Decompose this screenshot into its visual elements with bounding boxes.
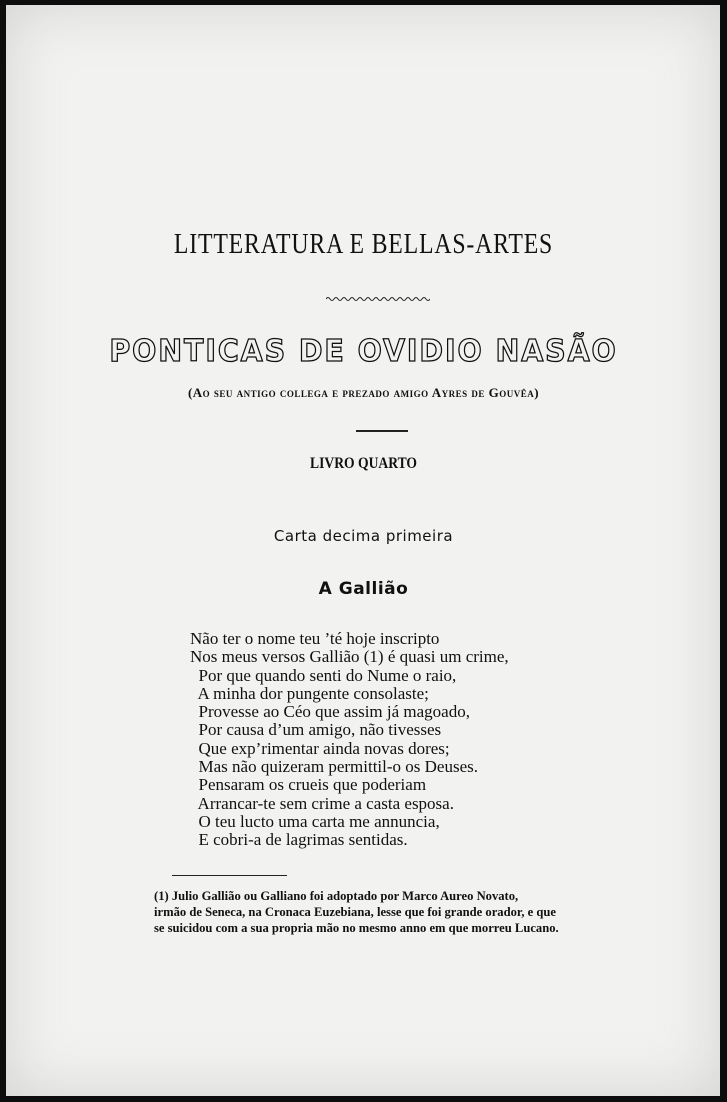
- poem-line: Por causa d’um amigo, não tivesses: [190, 720, 442, 740]
- poem-line: Nos meus versos Gallião (1) é quasi um crime,: [190, 647, 509, 667]
- poem-line: O teu lucto uma carta me annuncia,: [190, 811, 440, 831]
- footnote-line: (1) Julio Gallião ou Galliano foi adoptado por Marco Aureo Novato,: [154, 889, 519, 903]
- footnote-line: irmão de Seneca, na Cronaca Euzebiana, lesse que foi grande orador, e que: [154, 905, 556, 919]
- poem-line: A minha dor pungente consolaste;: [190, 683, 429, 703]
- section-title: LITTERATURA E BELLAS-ARTES: [173, 228, 554, 260]
- dedication: (Ao seu antigo collega e prezado amigo Ayres de Gouvêa): [187, 385, 540, 400]
- poem-line: Arrancar-te sem crime a casta esposa.: [190, 793, 454, 813]
- poem: [190, 630, 509, 850]
- letter-title: Carta decima primeira: [273, 527, 454, 545]
- poem-line: Não ter o nome teu ’té hoje inscripto: [190, 629, 440, 648]
- poem-line: Por que quando senti do Nume o raio,: [190, 665, 457, 685]
- poem-line: E cobri-a de lagrimas sentidas.: [190, 830, 408, 850]
- poem-title: A Gallião: [318, 579, 409, 599]
- footnote-rule: [172, 875, 287, 876]
- footnote-line: se suicidou com a sua propria mão no mesmo anno em que morreu Lucano.: [154, 921, 559, 935]
- ornament-divider: [326, 296, 430, 302]
- divider-rule: [356, 430, 408, 432]
- poem-line: Pensaram os crueis que poderiam: [190, 775, 427, 795]
- book-title: LIVRO QUARTO: [310, 455, 417, 472]
- bleed-through: [150, 95, 151, 112]
- footnote: [154, 888, 626, 936]
- poem-line: Provesse ao Céo que assim já magoado,: [190, 702, 470, 722]
- work-title: PONTICAS DE OVIDIO NASÃO: [109, 334, 618, 369]
- poem-line: Mas não quizeram permittil-o os Deuses.: [190, 757, 478, 777]
- poem-line: Que exp’rimentar ainda novas dores;: [190, 738, 450, 758]
